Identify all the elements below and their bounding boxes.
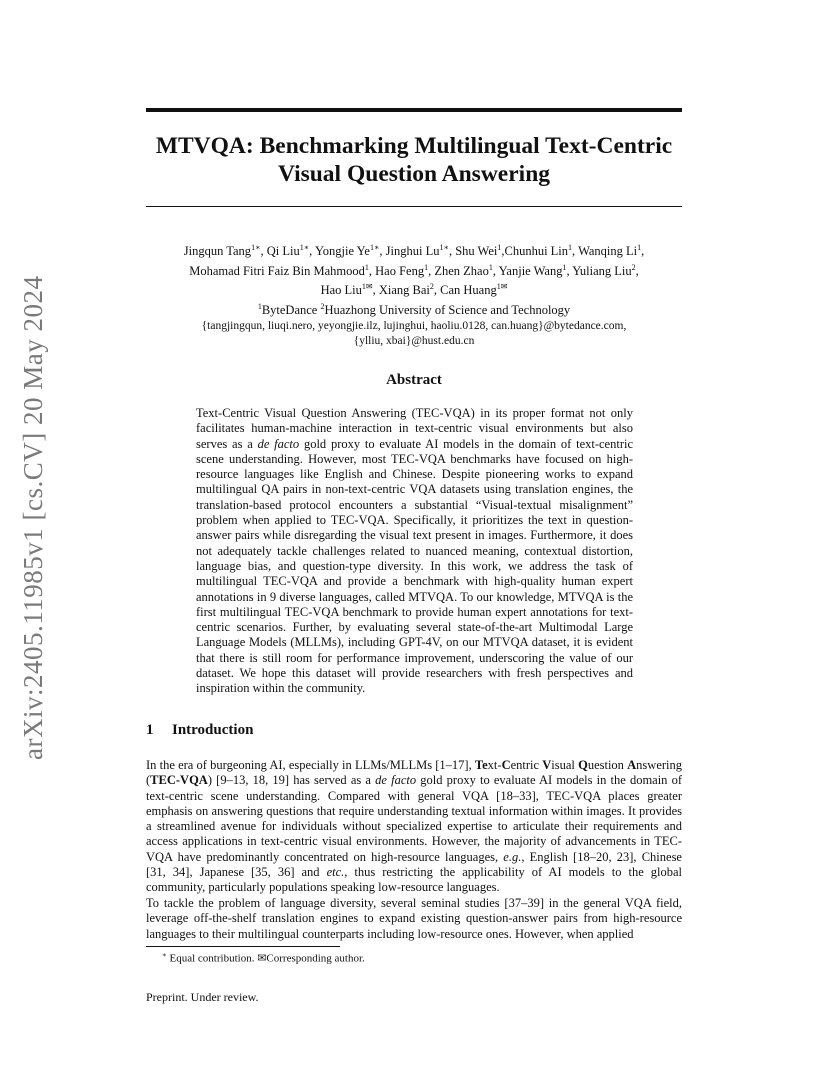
italic-text: etc. xyxy=(326,865,345,880)
author-name: Zhen Zhao xyxy=(434,263,489,278)
abstract-heading: Abstract xyxy=(386,372,442,388)
author-line-1: Jingqun Tang$^{1∗}$, Qi Liu$^{1∗}$, Yongjie $Ye^{1∗}$, Jinghui $Lu^{1∗}$, Shu Wei$^1$,Chunhui Lin$^1$, Wanqing Li$^1$, xyxy=(183,243,645,259)
paragraph-text: nswering ( xyxy=(146,758,682,788)
abstract-text: gold proxy to evaluate AI models in the domain of text-centric scene understanding. However, most TEC-VQA benchmarks have focused on high-resource languages like English and Chinese. Despite pioneering works to expand multilingual QA pairs in non-text-centric VQA datasets using translation engines, the translation-based protocol encounters a substantial “Visual-textual misalignment” problem when applied to TEC-VQA. Specifically, it prioritizes the text in question-answer pairs while disregarding the visual text present in images. Furthermore, it does not adequately tackle challenges related to nuanced meaning, contextual distortion, language bias, and question-type diversity. In this work, we address the task of multilingual TEC-VQA and provide a benchmark with high-quality human expert annotations in 9 diverse languages, called MTVQA. To our knowledge, MTVQA is the first multilingual TEC-VQA benchmark to provide human expert annotations for text-centric scenarios. Further, by evaluating several state-of-the-art Multimodal Large Language Models (MLLMs), including GPT-4V, on our MTVQA dataset, it is evident that there is still room for performance improvement, underscoring the value of our dataset. We hope this dataset will provide researchers with fresh perspectives and inspiration within the community. xyxy=(196,436,634,696)
affiliation-mark: 2 xyxy=(320,301,325,311)
author-emails-line-2: {ylliu, xbai}@hust.edu.cn xyxy=(353,335,475,348)
paragraph-text: In the era of burgeoning AI, especially in LLMs/MLLMs [1–17], xyxy=(146,758,475,772)
bold-text: Q xyxy=(578,758,588,772)
author-name: Mohamad Fitri Faiz Bin Mahmood xyxy=(189,263,365,278)
author-affiliation-mark: 1 xyxy=(424,262,429,272)
paragraph-text: gold proxy to evaluate AI models in the domain of text-centric scene understanding. Compared with general VQA [18–33], TEC-VQA places greater emphasis on answering questions that require understanding textual information within images. It provides a streamlined avenue for individuals without specialized expertise to articulate their requirements and access applications in text-centric visual environments. However, the majority of advancements in TEC-VQA have predominantly concentrated on high-resource languages, xyxy=(146,773,683,864)
author-affiliation-mark: 1 xyxy=(497,243,502,252)
author-affiliation-mark: 1∗ xyxy=(299,243,310,252)
intro-paragraph-2: To tackle the problem of language diversity, several seminal studies [37–39] in the general VQA field, leverage off-the-shelf translation engines to expand existing question-answer pairs from high-resource languages to their multilingual counterparts including low-resource ones. However, when applied xyxy=(146,896,682,941)
author-name: Jinghui Lu xyxy=(385,244,440,259)
arxiv-identifier-stamp: arXiv:2405.11985v1 [cs.CV] 20 May 2024 xyxy=(18,275,48,760)
abstract-text: Text-Centric Visual Question Answering (TEC-VQA) in its proper format not only facilitates human-machine interaction in text-centric visual environments but also serves as a xyxy=(196,406,633,451)
paper-title xyxy=(146,132,682,188)
affiliations xyxy=(146,299,682,319)
intro-paragraph-1 xyxy=(146,758,682,896)
author-affiliation-mark: 1∗ xyxy=(369,243,380,252)
author-affiliation-mark: 1✉ xyxy=(496,282,508,292)
author-name: Chunhui Lin xyxy=(504,244,569,259)
author-affiliation-mark: 1✉ xyxy=(361,282,373,292)
italic-text: de facto xyxy=(375,773,417,788)
author-affiliation-mark: 1 xyxy=(488,262,493,272)
author-name: Jingqun Tang xyxy=(183,244,252,259)
title-bottom-rule xyxy=(146,206,682,207)
author-affiliation-mark: 1 xyxy=(562,262,567,272)
author-name: Hao Liu xyxy=(320,283,362,298)
paragraph-text: , English [18–20, 23], Chinese [31, 34], Japanese [35, 36] and xyxy=(146,849,682,880)
author-name: Yanjie Wang xyxy=(498,263,563,278)
paragraph-text: , thus restricting the applicability of AI models to the global community, particularly populations speaking low-resource languages. xyxy=(146,865,683,895)
footnote xyxy=(162,951,365,965)
section-number: 1 xyxy=(146,722,154,738)
author-name: Can Huang xyxy=(440,283,497,298)
title-top-rule xyxy=(146,108,682,112)
author-name: Yuliang Liu xyxy=(572,263,632,278)
bold-text: C xyxy=(501,758,511,772)
affiliation-hust: Huazhong University of Science and Technology xyxy=(324,303,571,318)
italic-text: e.g. xyxy=(503,849,522,864)
paragraph-text: isual xyxy=(551,758,579,772)
paragraph-text: xt- xyxy=(487,758,502,772)
author-affiliation-mark: 1 xyxy=(637,243,642,252)
author-name: Qi Liu xyxy=(266,244,300,259)
affiliation-mark: 1 xyxy=(257,301,262,311)
author-name: Hao Feng xyxy=(375,263,425,278)
footnote-mark: ∗ xyxy=(162,951,167,959)
bold-text: V xyxy=(542,758,552,772)
paragraph-text: entric xyxy=(510,758,543,772)
abstract-italic: de facto xyxy=(257,436,300,451)
title-line-2: Visual Question Answering xyxy=(277,161,551,187)
section-title: Introduction xyxy=(172,722,254,738)
author-name: Xiang Bai xyxy=(378,283,430,298)
paragraph-text: ) [9–13, 18, 19] has served as a xyxy=(207,773,376,788)
affiliation-bytedance: ByteDance xyxy=(261,303,321,318)
section-heading-introduction xyxy=(146,722,253,739)
author-emails-line-1: {tangjingqun, liuqi.nero, yeyongjie.ilz, lujinghui, haoliu.0128, can.huang}@bytedance.com, xyxy=(201,319,627,332)
paragraph-text: uestion xyxy=(587,758,628,772)
author-name: Wanqing Li xyxy=(578,244,638,259)
author-affiliation-mark: 1∗ xyxy=(251,243,261,252)
footnote-text: Equal contribution. ✉Corresponding author. xyxy=(166,952,365,965)
bold-text: A xyxy=(627,758,637,772)
author-block xyxy=(146,240,682,350)
author-affiliation-mark: 2 xyxy=(429,282,434,292)
preprint-notice: Preprint. Under review. xyxy=(146,990,259,1004)
title-line-1: MTVQA: Benchmarking Multilingual Text-Centric xyxy=(155,133,673,159)
author-line-2: Mohamad Fitri Faiz Bin Mahmood$^1$, Hao Feng$^1$, Zhen Zhao$^1$, Yanjie Wang$^1$, Yuliang Liu$^2$, xyxy=(189,262,639,278)
author-affiliation-mark: 1 xyxy=(364,262,369,272)
author-affiliation-mark: 1∗ xyxy=(439,243,449,252)
bold-text: TEC-VQA xyxy=(150,773,208,788)
author-name: Shu Wei xyxy=(455,244,498,259)
author-affiliation-mark: 1 xyxy=(568,243,573,252)
abstract-body xyxy=(196,406,633,697)
footnote-rule xyxy=(146,946,340,947)
bold-text: Te xyxy=(474,758,488,772)
author-name: Yongjie Ye xyxy=(314,244,370,259)
author-affiliation-mark: 2 xyxy=(631,262,636,272)
author-line-3: Hao Liu$^{1✉}$, Xiang Bai$^2$, Can Huang$^{1✉}$ xyxy=(320,282,508,298)
